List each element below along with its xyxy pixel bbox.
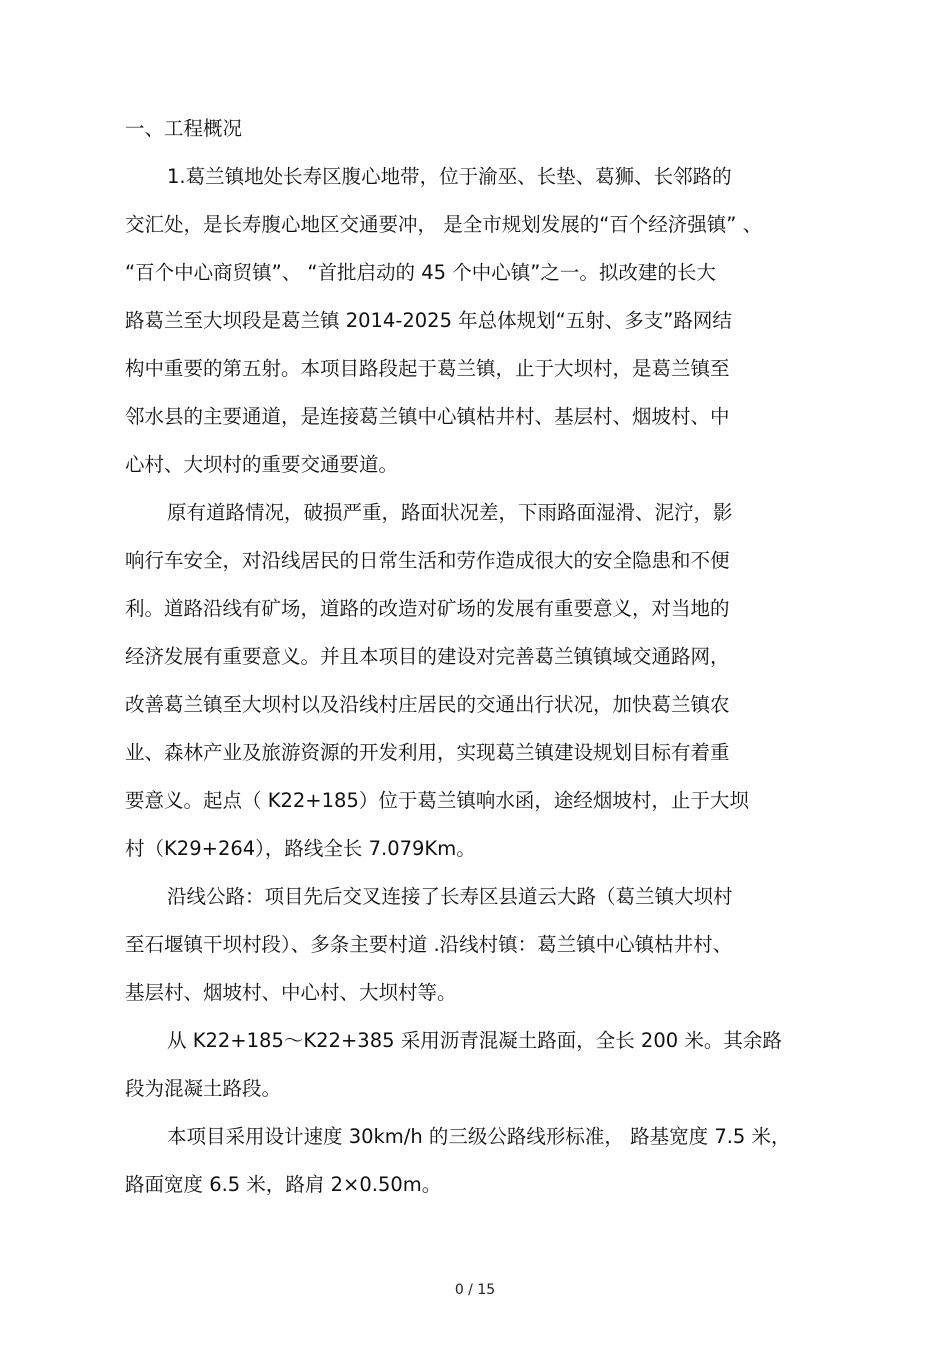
paragraph-line: 基层村、烟坡村、中心村、大坝村等。 <box>125 981 457 1004</box>
paragraph-line: 响行车安全，对沿线居民的日常生活和劳作造成很大的安全隐患和不便 <box>125 549 730 572</box>
paragraph-line: 交汇处，是长寿腹心地区交通要冲， 是全市规划发展的“百个经济强镇” 、 <box>125 213 763 236</box>
paragraph-line: 1.葛兰镇地处长寿区腹心地带，位于渝巫、长垫、葛狮、长邻路的 <box>167 165 732 188</box>
paragraph-line: 路葛兰至大坝段是葛兰镇 2014-2025 年总体规划“五射、多支”路网结 <box>125 309 732 332</box>
paragraph-line: 段为混凝土路段。 <box>125 1077 282 1100</box>
paragraph-line: 至石堰镇干坝村段）、多条主要村道 .沿线村镇：葛兰镇中心镇枯井村、 <box>125 933 733 956</box>
paragraph-line: 本项目采用设计速度 30km/h 的三级公路线形标准， 路基宽度 7.5 米， <box>167 1125 791 1148</box>
paragraph-line: 业、森林产业及旅游资源的开发利用，实现葛兰镇建设规划目标有着重 <box>125 741 730 764</box>
paragraph-line: 经济发展有重要意义。并且本项目的建设对完善葛兰镇镇域交通路网， <box>125 645 730 668</box>
paragraph-line: 心村、大坝村的重要交通要道。 <box>125 453 399 476</box>
paragraph-line: 路面宽度 6.5 米，路肩 2×0.50m。 <box>125 1173 442 1196</box>
paragraph-line: 邻水县的主要通道，是连接葛兰镇中心镇枯井村、基层村、烟坡村、中 <box>125 405 730 428</box>
document-body <box>125 110 835 1214</box>
page-number: 0 / 15 <box>454 1282 496 1298</box>
paragraph-line: 改善葛兰镇至大坝村以及沿线村庄居民的交通出行状况，加快葛兰镇农 <box>125 693 730 716</box>
paragraph-line: 构中重要的第五射。本项目路段起于葛兰镇，止于大坝村，是葛兰镇至 <box>125 357 730 380</box>
paragraph-line: 沿线公路：项目先后交叉连接了长寿区县道云大路（葛兰镇大坝村 <box>167 885 733 908</box>
section-heading: 一、工程概况 <box>125 117 243 140</box>
paragraph-line: 村（K29+264），路线全长 7.079Km。 <box>125 837 476 860</box>
paragraph-line: 从 K22+185～K22+385 采用沥青混凝土路面，全长 200 米。其余路 <box>167 1029 782 1052</box>
paragraph-line: 原有道路情况，破损严重，路面状况差，下雨路面湿滑、泥泞，影 <box>167 501 733 524</box>
paragraph-line: 利。道路沿线有矿场，道路的改造对矿场的发展有重要意义，对当地的 <box>125 597 730 620</box>
paragraph-line: “百个中心商贸镇”、 “首批启动的 45 个中心镇”之一。拟改建的长大 <box>125 261 716 284</box>
paragraph-line: 要意义。起点（ K22+185）位于葛兰镇响水函，途经烟坡村，止于大坝 <box>125 789 749 812</box>
